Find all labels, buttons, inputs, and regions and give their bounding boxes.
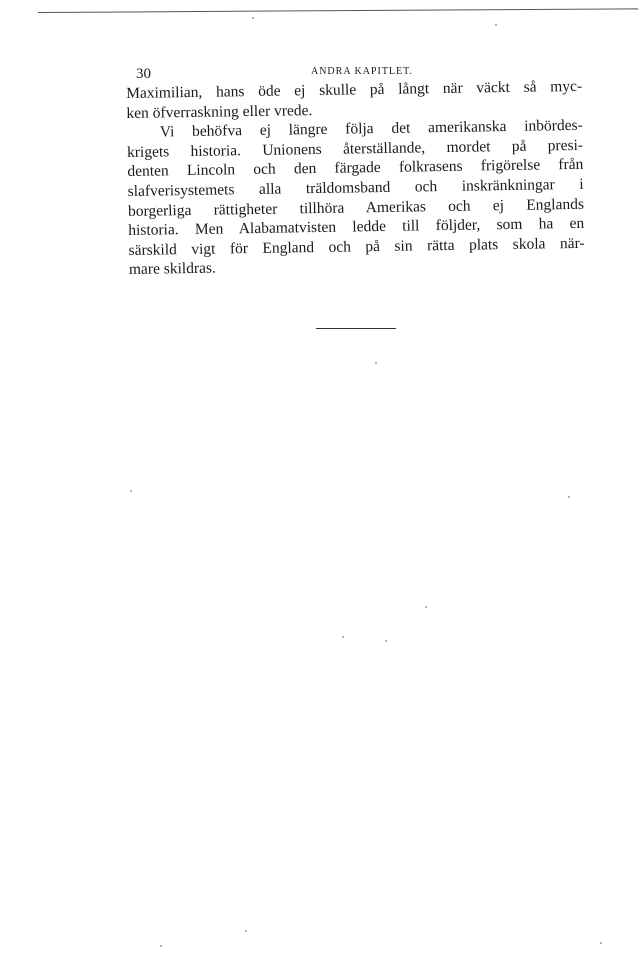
paper-speck (375, 362, 377, 364)
text-line: Maximilian, hans öde ej skulle på långt när väckt så myc- (126, 77, 583, 102)
text-line: slafverisystemets alla träldomsband och inskränkningar i (127, 175, 584, 200)
text-line: ken öfverraskning eller vrede. (126, 101, 313, 122)
text-line: historia. Men Alabamatvisten ledde till följder, som ha en (128, 214, 585, 240)
text-line: borgerliga rättigheter tillhöra Amerikas och ej Englands (127, 195, 585, 220)
paper-speck (385, 640, 387, 642)
top-rule (38, 8, 638, 13)
running-head: ANDRA KAPITLET. (310, 66, 414, 77)
paper-speck (130, 490, 132, 492)
paper-speck (252, 17, 254, 19)
paper-speck (568, 496, 570, 498)
paper-speck (600, 942, 602, 944)
body-text (126, 77, 585, 280)
text-line: mare skildras. (128, 259, 216, 279)
section-end-rule (316, 328, 396, 329)
paper-speck (245, 930, 247, 932)
paper-speck (495, 24, 497, 26)
text-line: särskild vigt för England och på sin rätta plats skola när- (128, 234, 585, 259)
text-line: denten Lincoln och den färgade folkrasens frigörelse från (127, 156, 584, 181)
paper-speck (425, 606, 427, 608)
page-number: 30 (136, 66, 151, 82)
paper-speck (342, 636, 344, 638)
paper-speck (160, 945, 162, 947)
text-line: Vi behöfva ej längre följa det amerikanska inbördes- (159, 117, 583, 141)
text-line: krigets historia. Unionens återställande, mordet på presi- (126, 136, 584, 161)
